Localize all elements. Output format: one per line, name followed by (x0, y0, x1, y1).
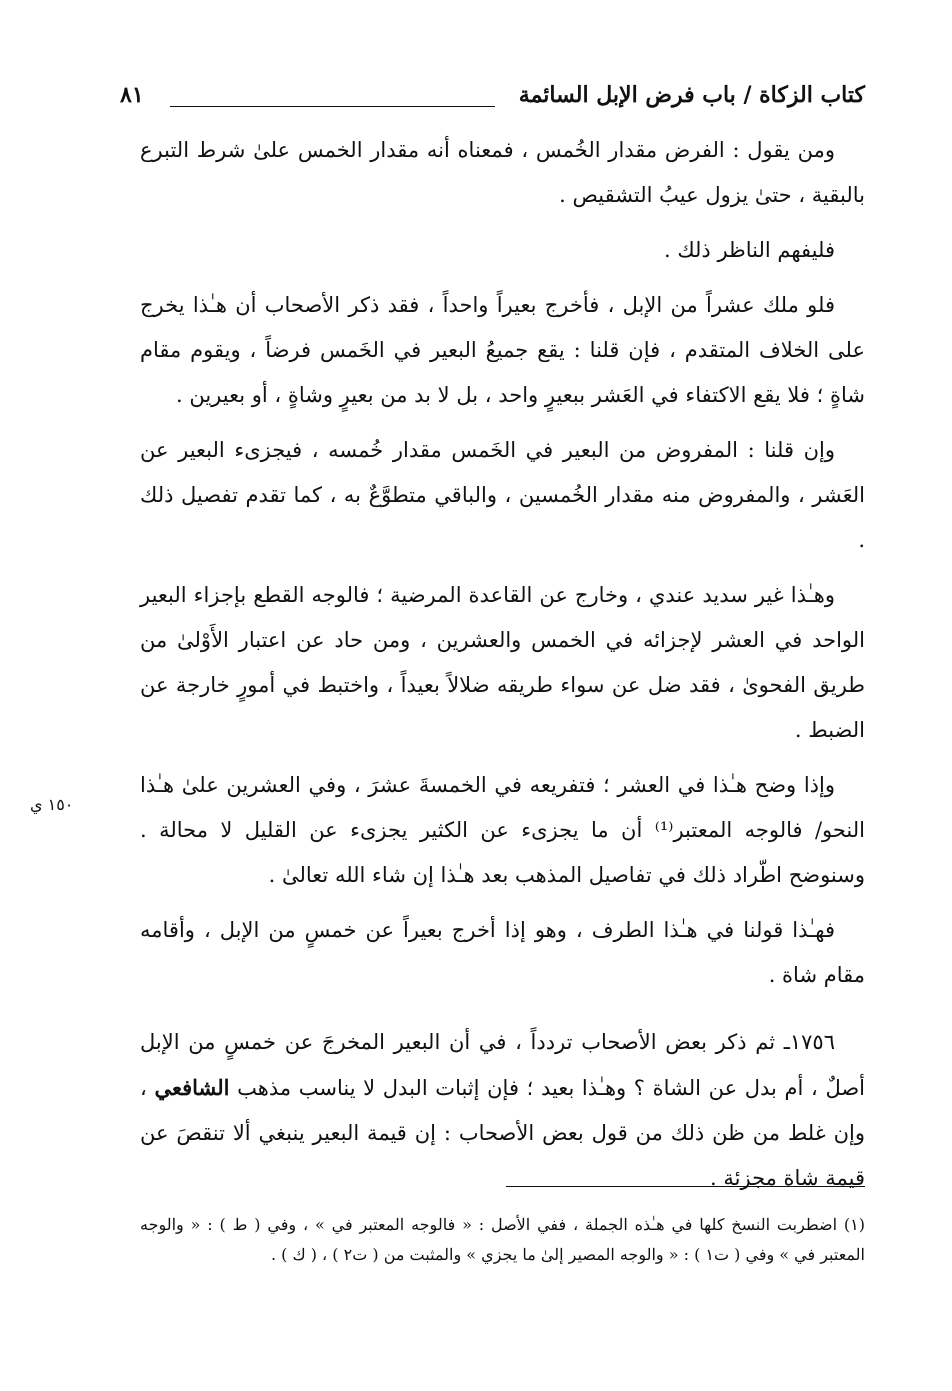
header-rule (170, 106, 495, 107)
paragraph-text: ثم ذكر بعض الأصحاب تردداً ، في أن البعير المخرجَ عن خمسٍ من الإبل أصلٌ ، أم بدل عن الشاة ؟ وهـٰذا بعيد ؛ فإن إثبات البدل لا يناسب مذهب (140, 1030, 866, 1100)
page-number: ٨١ (120, 82, 144, 108)
footnote-rule (506, 1186, 865, 1187)
paragraph: فلو ملك عشراً من الإبل ، فأخرج بعيراً واحداً ، فقد ذكر الأصحاب أن هـٰذا يخرج على الخلاف المتقدم ، فإن قلنا : يقع جميعُ البعير في الخَمس فرضاً ، ويقوم مقام شاةٍ ؛ فلا يقع الاكتفاء في العَشر ببعيرٍ واحد ، بل لا بد من بعيرٍ وشاةٍ ، أو بعيرين . (140, 293, 865, 407)
paragraph: وإن قلنا : المفروض من البعير في الخَمس مقدار خُمسه ، فيجزىء البعير عن العَشر ، والمفروض منه مقدار الخُمسين ، والباقي متطوَّعٌ به ، كما تقدم تفصيل ذلك . (140, 438, 865, 552)
margin-note: ١٥٠ ي (30, 795, 74, 814)
page-header (120, 82, 865, 122)
paragraph: فهـٰذا قولنا في هـٰذا الطرف ، وهو إذا أخرج بعيراً عن خمسٍ من الإبل ، وأقامه مقام شاة . (140, 918, 865, 987)
bold-term: الشافعي (154, 1075, 230, 1100)
numbered-paragraph (140, 1020, 865, 1201)
footnotes (140, 1210, 865, 1270)
running-title: كتاب الزكاة / باب فرض الإبل السائمة (518, 82, 865, 108)
paragraph: ومن يقول : الفرض مقدار الخُمس ، فمعناه أنه مقدار الخمس علىٰ شرط التبرع بالبقية ، حتىٰ يزول عيبُ التشقيص . (140, 138, 865, 207)
paragraph: وإذا وضح هـٰذا في العشر ؛ فتفريعه في الخمسةَ عشرَ ، وفي العشرين علىٰ هـٰذا النحو/ فالوجه المعتبر⁽¹⁾ أن ما يجزىء عن الكثير يجزىء عن القليل لا محالة . وسنوضح اطّراد ذلك في تفاصيل المذهب بعد هـٰذا إن شاء الله تعالىٰ . (140, 773, 865, 887)
paragraph: فليفهم الناظر ذلك . (663, 238, 835, 262)
paragraph-text: ، وإن غلط من ظن ذلك من قول بعض الأصحاب : إن قيمة البعير ينبغي ألا تنقصَ عن قيمة شاة مجزئة . (140, 1076, 865, 1190)
body-text (140, 128, 865, 1211)
paragraph: وهـٰذا غير سديد عندي ، وخارج عن القاعدة المرضية ؛ فالوجه القطع بإجزاء البعير الواحد في العشر لإجزائه في الخمس والعشرين ، ومن حاد عن اعتبار الأَوْلىٰ من طريق الفحوىٰ ، فقد ضل عن سواء طريقه ضلالاً بعيداً ، واختبط في أمورٍ خارجة عن الضبط . (140, 583, 865, 742)
footnote: (١) اضطربت النسخ كلها في هـٰذه الجملة ، ففي الأصل : « فالوجه المعتبر في » ، وفي ( ط ) : « والوجه المعتبر في » وفي ( ت١ ) : « والوجه المصير إلىٰ ما يجزي » والمثبت من ( ت٢ ) ، ( ك ) . (140, 1215, 866, 1264)
issue-number: ١٧٥٦ـ (783, 1030, 835, 1054)
